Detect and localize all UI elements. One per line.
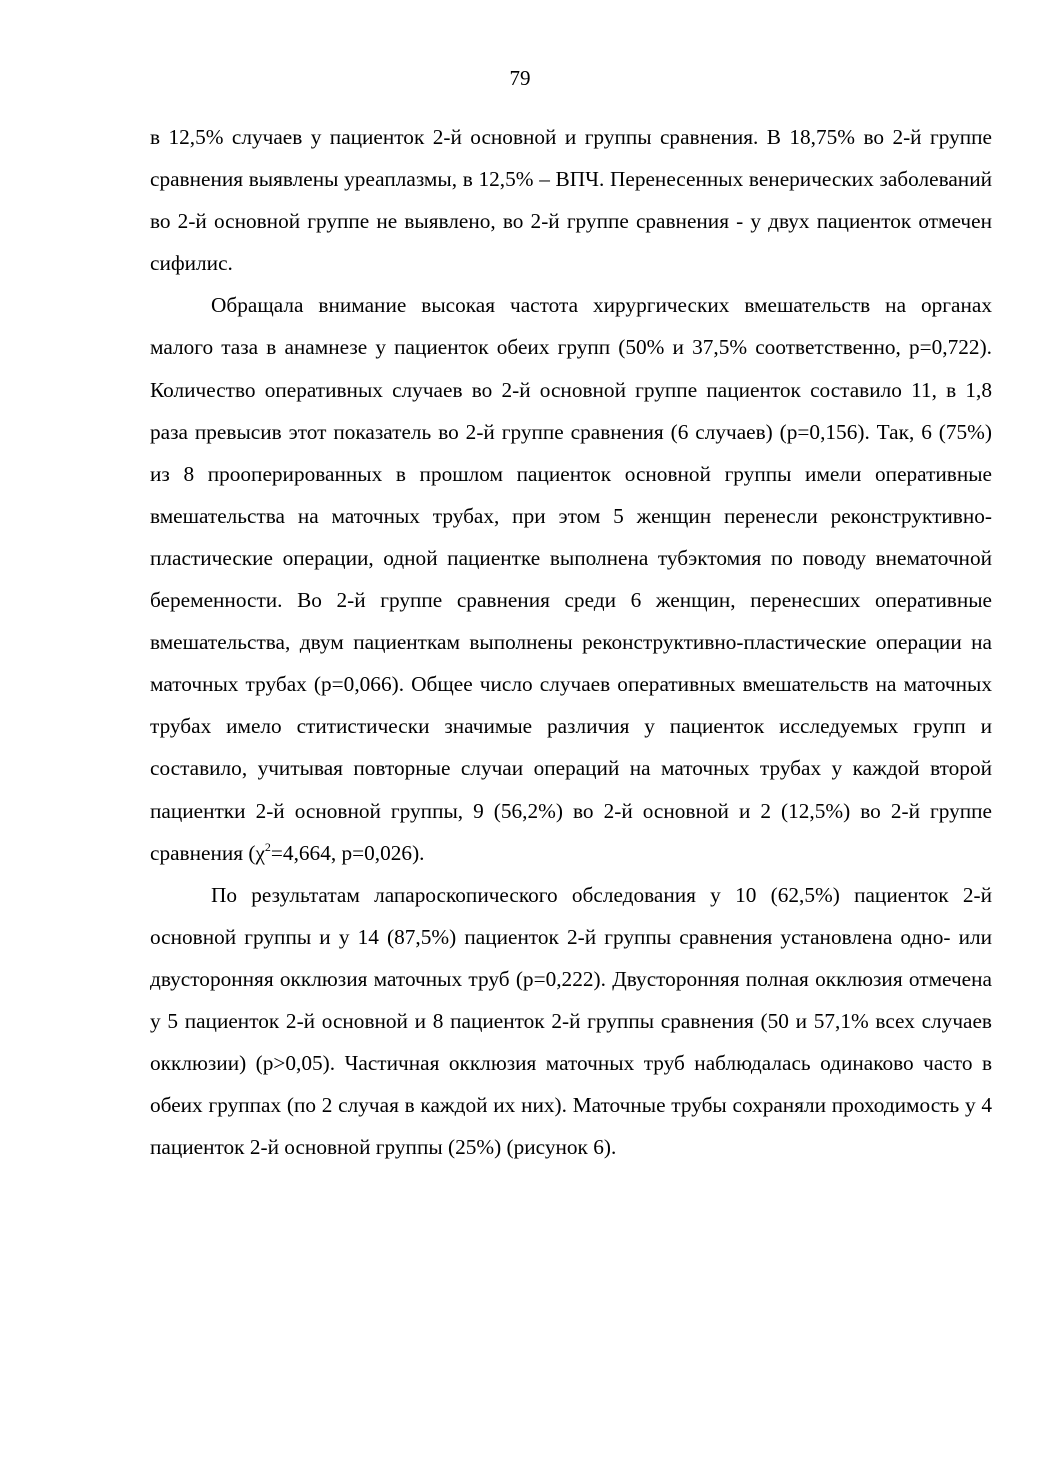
paragraph-infections: в 12,5% случаев у пациенток 2-й основной и группы сравнения. В 18,75% во 2-й группе сравнения выявлены уреаплазмы, в 12,5% – ВПЧ. Перенесенных венерических заболеваний во 2-й основной группе не выявлено, во 2-й группе сравнения - у двух пациенток отмечен сифилис. [150,125,992,276]
paragraph-surgical-history [150,284,992,873]
document-body [150,116,992,1168]
chi-square-symbol: χ [255,840,265,865]
page-number: 79 [509,66,531,90]
chi-square-exponent: 2 [264,839,271,854]
paragraph-surgical-history-text: Обращала внимание высокая частота хирургических вмешательств на органах малого таза в анамнезе у пациенток обеих групп (50% и 37,5% соответственно, p=0,722). Количество оперативных случаев во 2-й основной группе пациенток составило 11, в 1,8 раза превысив этот показатель во 2-й группе сравнения (6 случаев) (p=0,156). Так, 6 (75%) из 8 прооперированных в прошлом пациенток основной группы имели оперативные вмешательства на маточных трубах, при этом 5 женщин перенесли реконструктивно-пластические операции, одной пациентке выполнена тубэктомия по поводу внематочной беременности. Во 2-й группе сравнения среди 6 женщин, перенесших оперативные вмешательства, двум пациенткам выполнены реконструктивно-пластические операции на маточных трубах (p=0,066). Общее число случаев оперативных вмешательств на маточных трубах имело ститистически значимые различия у пациенток исследуемых групп и составило, учитывая повторные случаи операций на маточных трубах у каждой второй пациентки 2-й основной группы, 9 (56,2%) во 2-й основной и 2 (12,5%) во 2-й группе сравнения ( [150,293,992,865]
chi-square-result: =4,664, p=0,026). [270,840,425,865]
paragraph-laparoscopy-results: По результатам лапароскопического обследования у 10 (62,5%) пациенток 2-й основной группы и у 14 (87,5%) пациенток 2-й группы сравнения установлена одно- или двусторонняя окклюзия маточных труб (p=0,222). Двусторонняя полная окклюзия отмечена у 5 пациенток 2-й основной и 8 пациенток 2-й группы сравнения (50 и 57,1% всех случаев окклюзии) (p>0,05). Частичная окклюзия маточных труб наблюдалась одинаково часто в обеих группах (по 2 случая в каждой их них). Маточные трубы сохраняли проходимость у 4 пациенток 2-й основной группы (25%) (рисунок 6). [150,882,992,1160]
